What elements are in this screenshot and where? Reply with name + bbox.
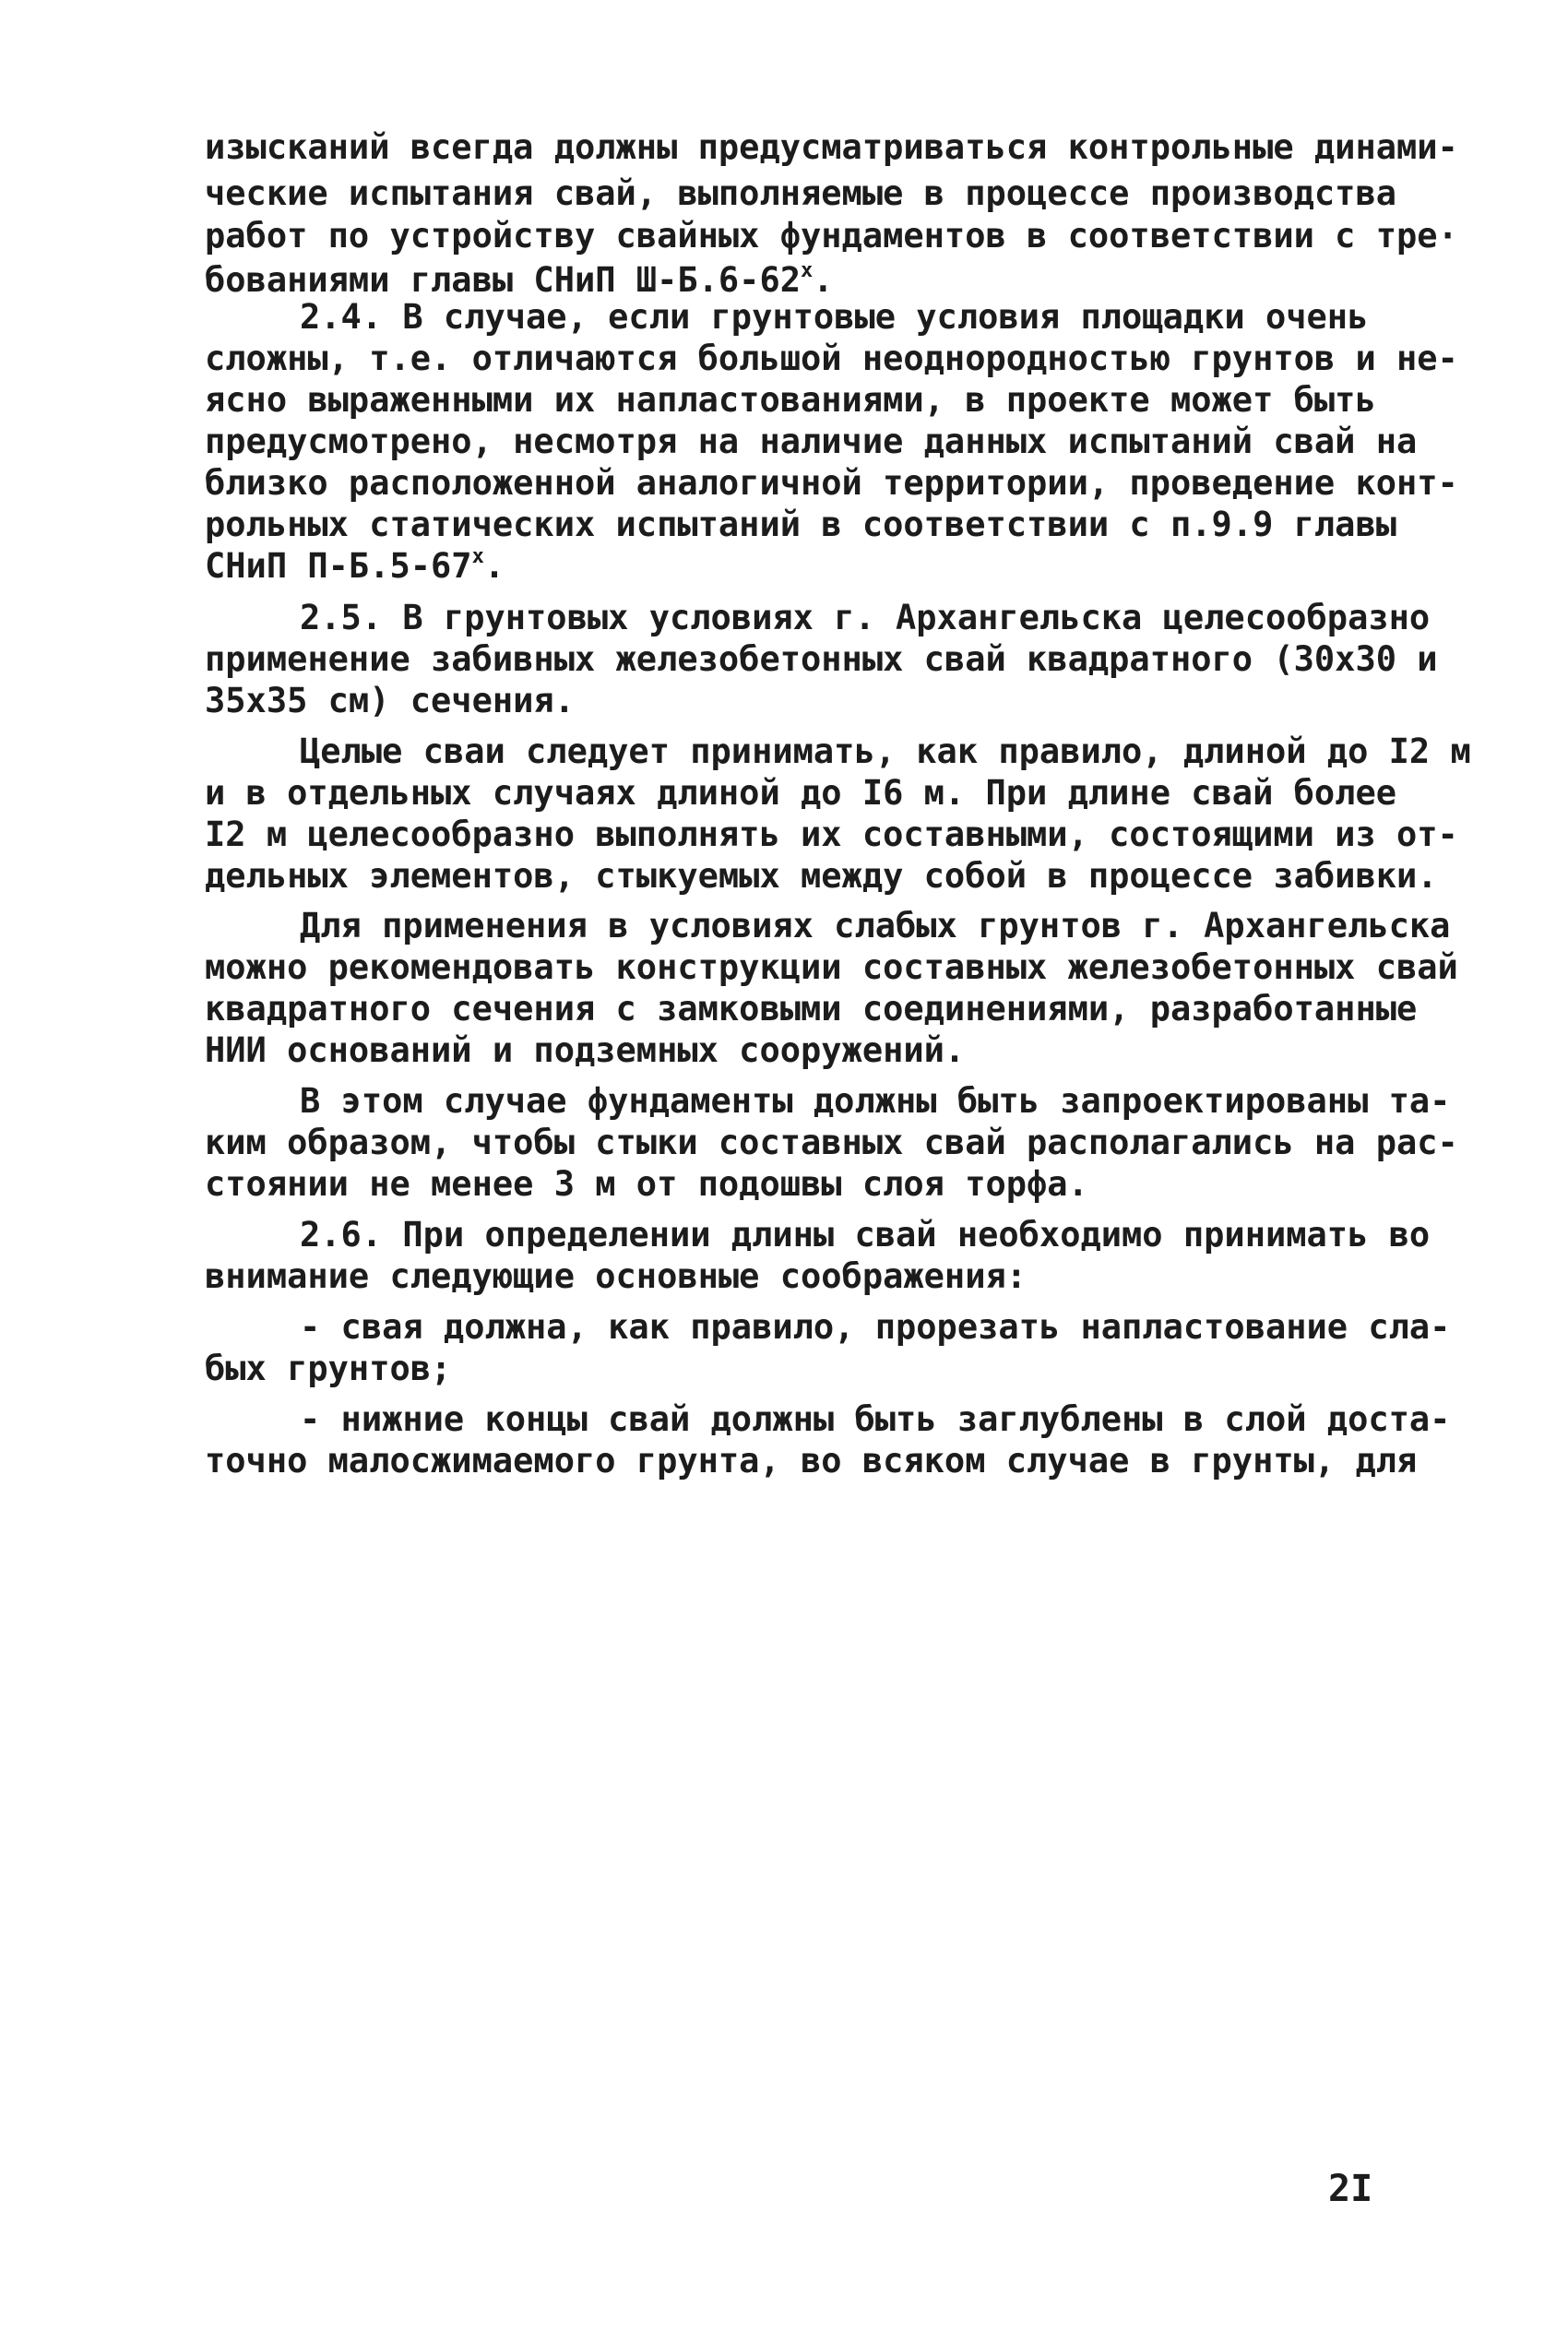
- paragraph-2-6-start: 2.6. При определении длины свай необходимо принимать во: [300, 1215, 1431, 1255]
- text-line: работ по устройству свайных фундаментов в соответствии с тре·: [205, 216, 1458, 256]
- text-line: НИИ оснований и подземных сооружений.: [205, 1030, 966, 1070]
- page-number: 2I: [1328, 2168, 1373, 2210]
- text-line: дельных элементов, стыкуемых между собой в процессе забивки.: [205, 856, 1438, 896]
- paragraph-start: В этом случае фундаменты должны быть запроектированы та-: [300, 1081, 1451, 1121]
- list-item: - нижние концы свай должны быть заглублены в слой доста-: [300, 1399, 1451, 1439]
- text-line: изысканий всегда должны предусматриваться контрольные динами-: [205, 127, 1458, 167]
- paragraph-start: Для применения в условиях слабых грунтов г. Архангельска: [300, 906, 1451, 945]
- text-line: можно рекомендовать конструкции составных железобетонных свай: [205, 947, 1458, 987]
- text-line-with-superscript: СНиП П-Б.5-67$^x$.: [205, 545, 505, 586]
- text-line: точно малосжимаемого грунта, во всяком случае в грунты, для: [205, 1441, 1418, 1481]
- text-line: бых грунтов;: [205, 1349, 452, 1388]
- text-line: предусмотрено, несмотря на наличие данных испытаний свай на: [205, 422, 1418, 461]
- superscript-x: x: [801, 259, 814, 282]
- text-line: ясно выраженными их напластованиями, в проекте может быть: [205, 380, 1376, 420]
- paragraph-2-4-start: 2.4. В случае, если грунтовые условия площадки очень: [300, 297, 1369, 337]
- list-item: - свая должна, как правило, прорезать напластование сла-: [300, 1307, 1451, 1347]
- text-line: 35х35 см) сечения.: [205, 681, 575, 720]
- text-line: ким образом, чтобы стыки составных свай располагались на рас-: [205, 1123, 1458, 1162]
- text-line: внимание следующие основные соображения:: [205, 1256, 1028, 1296]
- text-line: близко расположенной аналогичной территории, проведение конт-: [205, 463, 1458, 503]
- superscript-x: x: [471, 545, 484, 568]
- text-line: сложны, т.е. отличаются большой неоднородностью грунтов и не-: [205, 339, 1458, 378]
- text-line: рольных статических испытаний в соответствии с п.9.9 главы: [205, 505, 1397, 544]
- text-fragment: бованиями главы СНиП Ш-Б.6-62: [205, 260, 802, 300]
- text-line-with-superscript: бованиями главы СНиП Ш-Б.6-62$^x$.: [205, 259, 834, 300]
- paragraph-2-5-start: 2.5. В грунтовых условиях г. Архангельска целесообразно: [300, 598, 1431, 637]
- text-line: применение забивных железобетонных свай квадратного (30х30 и: [205, 639, 1438, 679]
- text-line: и в отдельных случаях длиной до I6 м. При длине свай более: [205, 773, 1397, 813]
- text-line: I2 м целесообразно выполнять их составными, состоящими из от-: [205, 815, 1458, 854]
- text-line: квадратного сечения с замковыми соединениями, разработанные: [205, 989, 1418, 1029]
- text-line: стоянии не менее 3 м от подошвы слоя торфа.: [205, 1164, 1088, 1204]
- text-line: ческие испытания свай, выполняемые в процессе производства: [205, 173, 1397, 213]
- text-fragment: СНиП П-Б.5-67: [205, 546, 472, 586]
- paragraph-start: Целые сваи следует принимать, как правило, длиной до I2 м: [300, 731, 1471, 771]
